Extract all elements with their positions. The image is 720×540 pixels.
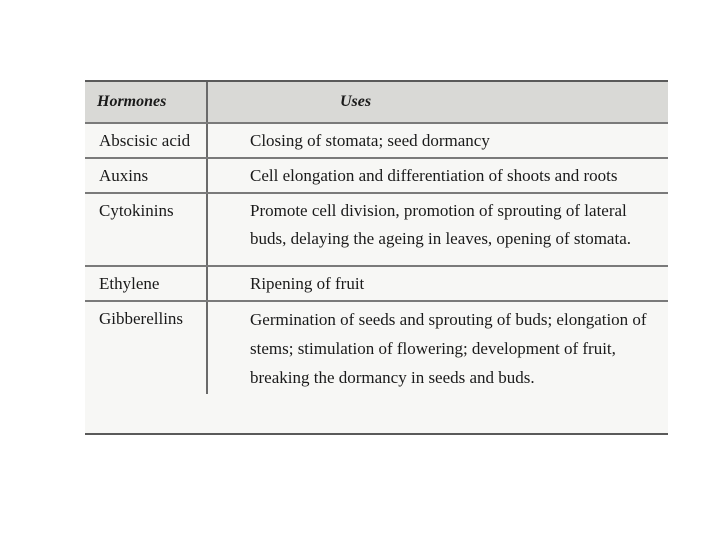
use-cell: Ripening of fruit	[207, 266, 668, 301]
header-hormones: Hormones	[85, 82, 207, 123]
hormones-table-scan	[85, 80, 668, 435]
hormones-uses-table	[85, 82, 668, 394]
use-cell: Cell elongation and differentiation of shoots and roots	[207, 158, 668, 193]
table-row	[85, 158, 668, 193]
header-uses: Uses	[207, 82, 668, 123]
table-row	[85, 123, 668, 158]
hormone-cell: Ethylene	[85, 266, 207, 301]
table-row	[85, 193, 668, 266]
table-row	[85, 301, 668, 394]
hormone-cell: Gibberellins	[85, 301, 207, 394]
use-cell: Closing of stomata; seed dormancy	[207, 123, 668, 158]
hormone-cell: Cytokinins	[85, 193, 207, 266]
hormone-cell: Auxins	[85, 158, 207, 193]
use-cell: Germination of seeds and sprouting of buds; elongation of stems; stimulation of flowering; development of fruit, breaking the dormancy in seeds and buds.	[250, 310, 647, 387]
hormone-cell: Abscisic acid	[85, 123, 207, 158]
use-cell: Promote cell division, promotion of sprouting of lateral buds, delaying the ageing in leaves, opening of stomata.	[207, 193, 668, 266]
table-header-row	[85, 82, 668, 123]
table-row	[85, 266, 668, 301]
